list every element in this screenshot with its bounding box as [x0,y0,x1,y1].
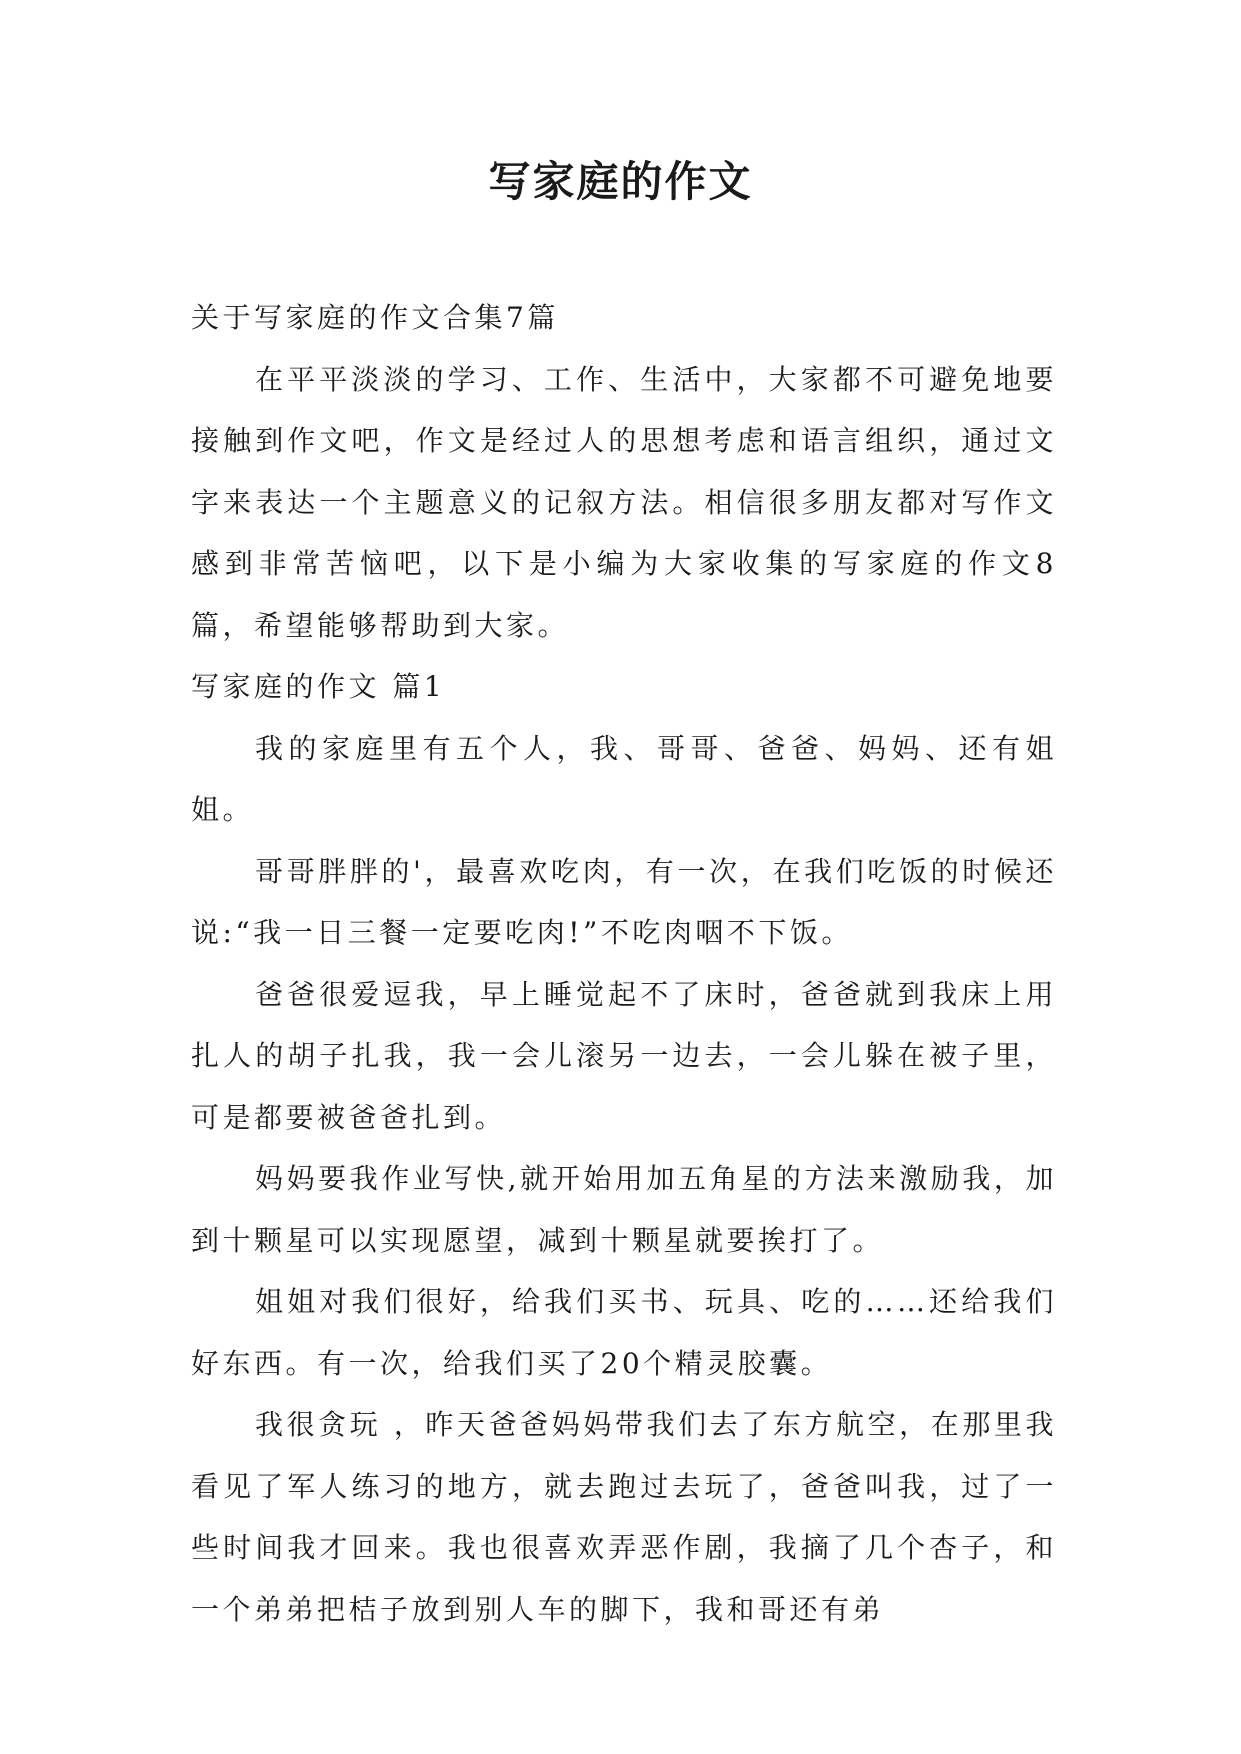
collection-heading: 关于写家庭的作文合集7篇 [191,301,559,334]
document-body [191,287,1057,1640]
document-title: 写家庭的作文 [488,157,753,206]
body-paragraph: 我的家庭里有五个人，我、哥哥、爸爸、妈妈、还有姐姐。 [191,731,1057,826]
body-paragraph: 哥哥胖胖的'，最喜欢吃肉，有一次，在我们吃饭的时候还说:“我一日三餐一定要吃肉!”不吃肉咽不下饭。 [191,854,1057,949]
essay-heading: 写家庭的作文 篇1 [191,670,446,703]
body-paragraph: 我很贪玩 ，昨天爸爸妈妈带我们去了东方航空，在那里我看见了军人练习的地方，就去跑过去玩了，爸爸叫我，过了一些时间我才回来。我也很喜欢弄恶作剧，我摘了几个杏子，和一个弟弟把桔子放到别人车的脚下，我和哥还有弟 [191,1408,1057,1626]
body-paragraph: 妈妈要我作业写快,就开始用加五角星的方法来激励我，加到十颗星可以实现愿望，减到十颗星就要挨打了。 [191,1162,1057,1257]
body-paragraph: 爸爸很爱逗我，早上睡觉起不了床时，爸爸就到我床上用扎人的胡子扎我，我一会儿滚另一边去，一会儿躲在被子里，可是都要被爸爸扎到。 [191,977,1057,1134]
intro-paragraph: 在平平淡淡的学习、工作、生活中，大家都不可避免地要接触到作文吧，作文是经过人的思想考虑和语言组织，通过文字来表达一个主题意义的记叙方法。相信很多朋友都对写作文感到非常苦恼吧，以下是小编为大家收集的写家庭的作文8篇，希望能够帮助到大家。 [191,362,1057,642]
body-paragraph: 姐姐对我们很好，给我们买书、玩具、吃的……还给我们好东西。有一次，给我们买了20个精灵胶囊。 [191,1285,1057,1380]
